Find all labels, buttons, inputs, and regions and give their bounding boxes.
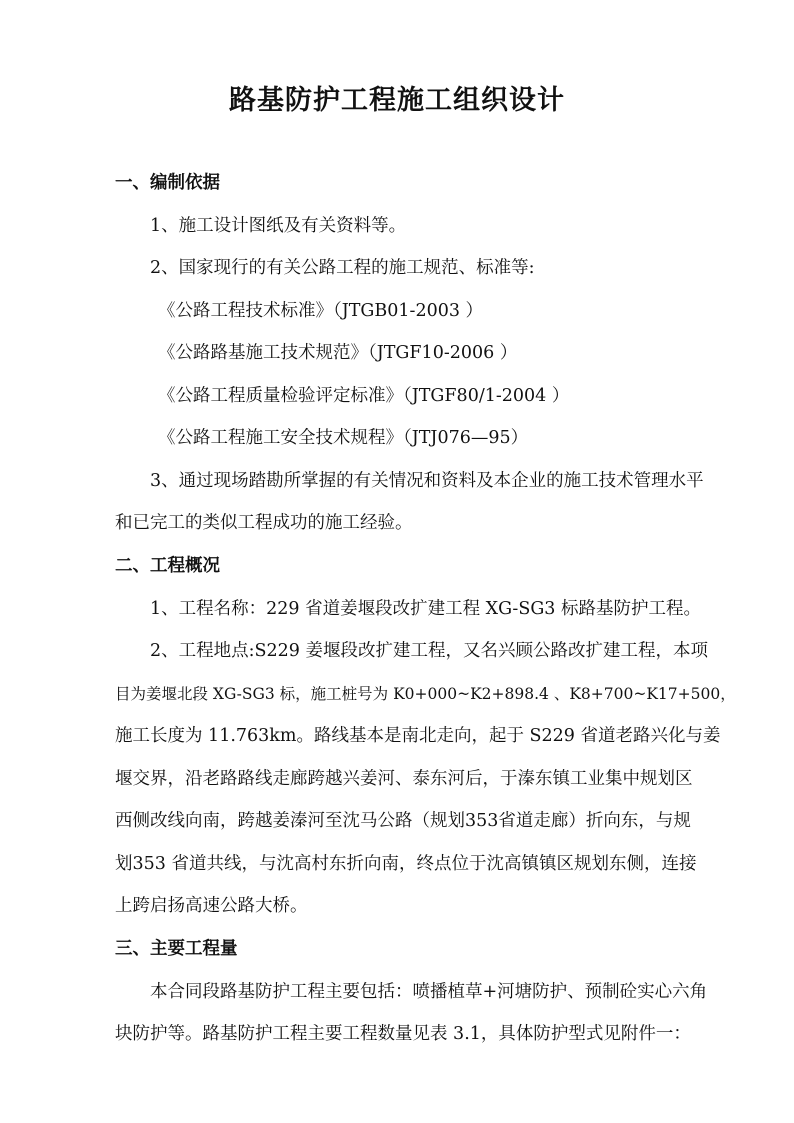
section-heading-basis: 一、编制依据	[115, 173, 220, 193]
basis-item-2: 2、国家现行的有关公路工程的施工规范、标准等:	[150, 258, 535, 278]
overview-item-2-line: 施工长度为 11.763km。路线基本是南北走向，起于 S229 省道老路兴化与姜	[115, 726, 721, 746]
overview-item-2-line: 目为姜堰北段 XG-SG3 标，施工桩号为 K0+000~K2+898.4 、K8+700~K17+500，	[115, 685, 736, 703]
standard-item: 《公路工程质量检验评定标准》（JTGF80/1-2004 ）	[158, 386, 570, 406]
section-heading-overview: 二、工程概况	[115, 556, 220, 576]
standard-item: 《公路路基施工技术规范》（JTGF10-2006 ）	[158, 343, 518, 363]
basis-item-1: 1、施工设计图纸及有关资料等。	[150, 216, 407, 236]
overview-item-2-line: 西侧改线向南，跨越姜溱河至沈马公路（规划353省道走廊）折向东，与规	[115, 811, 691, 831]
document-title: 路基防护工程施工组织设计	[229, 85, 565, 116]
section-heading-quantities: 三、主要工程量	[115, 939, 238, 959]
overview-item-2-line: 上跨启扬高速公路大桥。	[115, 896, 308, 916]
standard-item: 《公路工程技术标准》（JTGB01-2003 ）	[158, 301, 484, 321]
basis-item-3-line-2: 和已完工的类似工程成功的施工经验。	[115, 513, 413, 533]
quantities-line: 块防护等。路基防护工程主要工程数量见表 3.1，具体防护型式见附件一：	[115, 1024, 691, 1044]
overview-item-1: 1、工程名称：229 省道姜堰段改扩建工程 XG-SG3 标路基防护工程。	[150, 599, 702, 619]
quantities-line: 本合同段路基防护工程主要包括：喷播植草+河塘防护、预制砼实心六角	[150, 982, 708, 1002]
standard-item: 《公路工程施工安全技术规程》（JTJ076—95）	[158, 428, 529, 448]
overview-item-2-line: 堰交界，沿老路路线走廊跨越兴姜河、泰东河后，于溱东镇工业集中规划区	[115, 769, 693, 789]
basis-item-3-line-1: 3、通过现场踏勘所掌握的有关情况和资料及本企业的施工技术管理水平	[150, 471, 704, 491]
overview-item-2-line: 2、工程地点:S229 姜堰段改扩建工程，又名兴顾公路改扩建工程，本项	[150, 641, 708, 661]
overview-item-2-line: 划353 省道共线，与沈高村东折向南，终点位于沈高镇镇区规划东侧，连接	[115, 854, 697, 874]
